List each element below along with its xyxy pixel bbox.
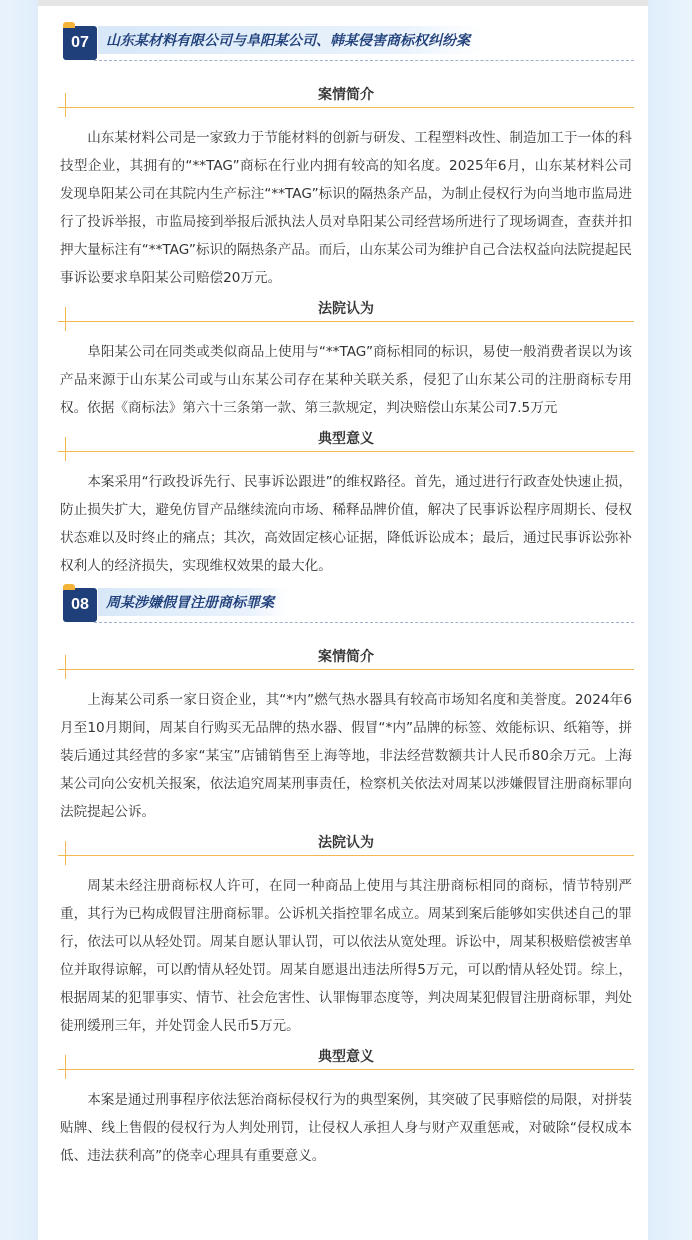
- case-number-badge: 08: [63, 588, 97, 622]
- section-paragraph: 本案采用“行政投诉先行、民事诉讼跟进”的维权路径。首先，通过进行行政查处快速止损，防止损失扩大，避免仿冒产品继续流向市场、稀释品牌价值，解决了民事诉讼程序周期长、侵权状态难以及时终止的痛点；其次，高效固定核心证据，降低诉讼成本；最后，通过民事诉讼弥补权利人的经济损失，实现维权效果的最大化。: [60, 474, 632, 574]
- case-title-dashed-rule: [94, 60, 634, 61]
- section-paragraph: 阜阳某公司在同类或类似商品上使用与“**TAG”商标相同的标识，易使一般消费者误以为该产品来源于山东某公司或与山东某公司存在某种关联关系，侵犯了山东某公司的注册商标专用权。依据《商标法》第六十三条第一款、第三款规定，判决赔偿山东某公司7.5万元: [60, 344, 632, 416]
- section-header: [58, 828, 634, 864]
- case-header: [58, 584, 634, 642]
- case-title: 周某涉嫌假冒注册商标罪案: [98, 588, 288, 616]
- section-heading: 法院认为: [318, 835, 374, 851]
- section-rule: [58, 321, 634, 322]
- section-rule: [58, 1069, 634, 1070]
- section-header: [58, 294, 634, 330]
- case-title-dashed-rule: [94, 622, 634, 623]
- article-content: [58, 6, 634, 1170]
- section-paragraph: 本案是通过刑事程序依法惩治商标侵权行为的典型案例，其突破了民事赔偿的局限，对拼装贴牌、线上售假的侵权行为人判处刑罚，让侵权人承担人身与财产双重惩戒，对破除“侵权成本低、违法获利高”的侥幸心理具有重要意义。: [60, 1092, 632, 1164]
- section-header: [58, 642, 634, 678]
- section-heading: 典型意义: [318, 1049, 374, 1065]
- section-paragraph: 周某未经注册商标权人许可，在同一种商品上使用与其注册商标相同的商标，情节特别严重，其行为已构成假冒注册商标罪。公诉机关指控罪名成立。周某到案后能够如实供述自己的罪行，依法可以从轻处罚。周某自愿认罪认罚，可以依法从宽处理。诉讼中，周某积极赔偿被害单位并取得谅解，可以酌情从轻处罚。周某自愿退出违法所得5万元，可以酌情从轻处罚。综上，根据周某的犯罪事实、情节、社会危害性、认罪悔罪态度等，判决周某犯假冒注册商标罪，判处徒刑缓刑三年，并处罚金人民币5万元。: [60, 878, 632, 1034]
- section-heading: 案情简介: [318, 87, 374, 103]
- case-title: 山东某材料有限公司与阜阳某公司、韩某侵害商标权纠纷案: [98, 26, 484, 54]
- section-header: [58, 1042, 634, 1078]
- section-heading: 案情简介: [318, 649, 374, 665]
- section-rule: [58, 669, 634, 670]
- left-margin-background: [0, 0, 38, 1240]
- section-paragraph: 山东某材料公司是一家致力于节能材料的创新与研发、工程塑料改性、制造加工于一体的科技型企业，其拥有的“**TAG”商标在行业内拥有较高的知名度。2025年6月，山东某材料公司发现阜阳某公司在其院内生产标注“**TAG”标识的隔热条产品，为制止侵权行为向当地市监局进行了投诉举报，市监局接到举报后派执法人员对阜阳某公司经营场所进行了现场调查，查获并扣押大量标注有“**TAG”标识的隔热条产品。而后，山东某公司为维护自己合法权益向法院提起民事诉讼要求阜阳某公司赔偿20万元。: [60, 130, 632, 286]
- section-heading: 法院认为: [318, 301, 374, 317]
- right-margin-background: [648, 0, 692, 1240]
- section-paragraph: 上海某公司系一家日资企业，其“*内”燃气热水器具有较高市场知名度和美誉度。2024年6月至10月期间，周某自行购买无品牌的热水器、假冒“*内”品牌的标签、效能标识、纸箱等，拼装后通过其经营的多家“某宝”店铺销售至上海等地，非法经营数额共计人民币80余万元。上海某公司向公安机关报案，依法追究周某刑事责任，检察机关依法对周某以涉嫌假冒注册商标罪向法院提起公诉。: [60, 692, 632, 820]
- section-header: [58, 80, 634, 116]
- article-card: [38, 6, 648, 1240]
- section-rule: [58, 107, 634, 108]
- section-rule: [58, 855, 634, 856]
- section-header: [58, 424, 634, 460]
- case-number-badge: 07: [63, 26, 97, 60]
- case-header: [58, 18, 634, 76]
- section-rule: [58, 451, 634, 452]
- section-heading: 典型意义: [318, 431, 374, 447]
